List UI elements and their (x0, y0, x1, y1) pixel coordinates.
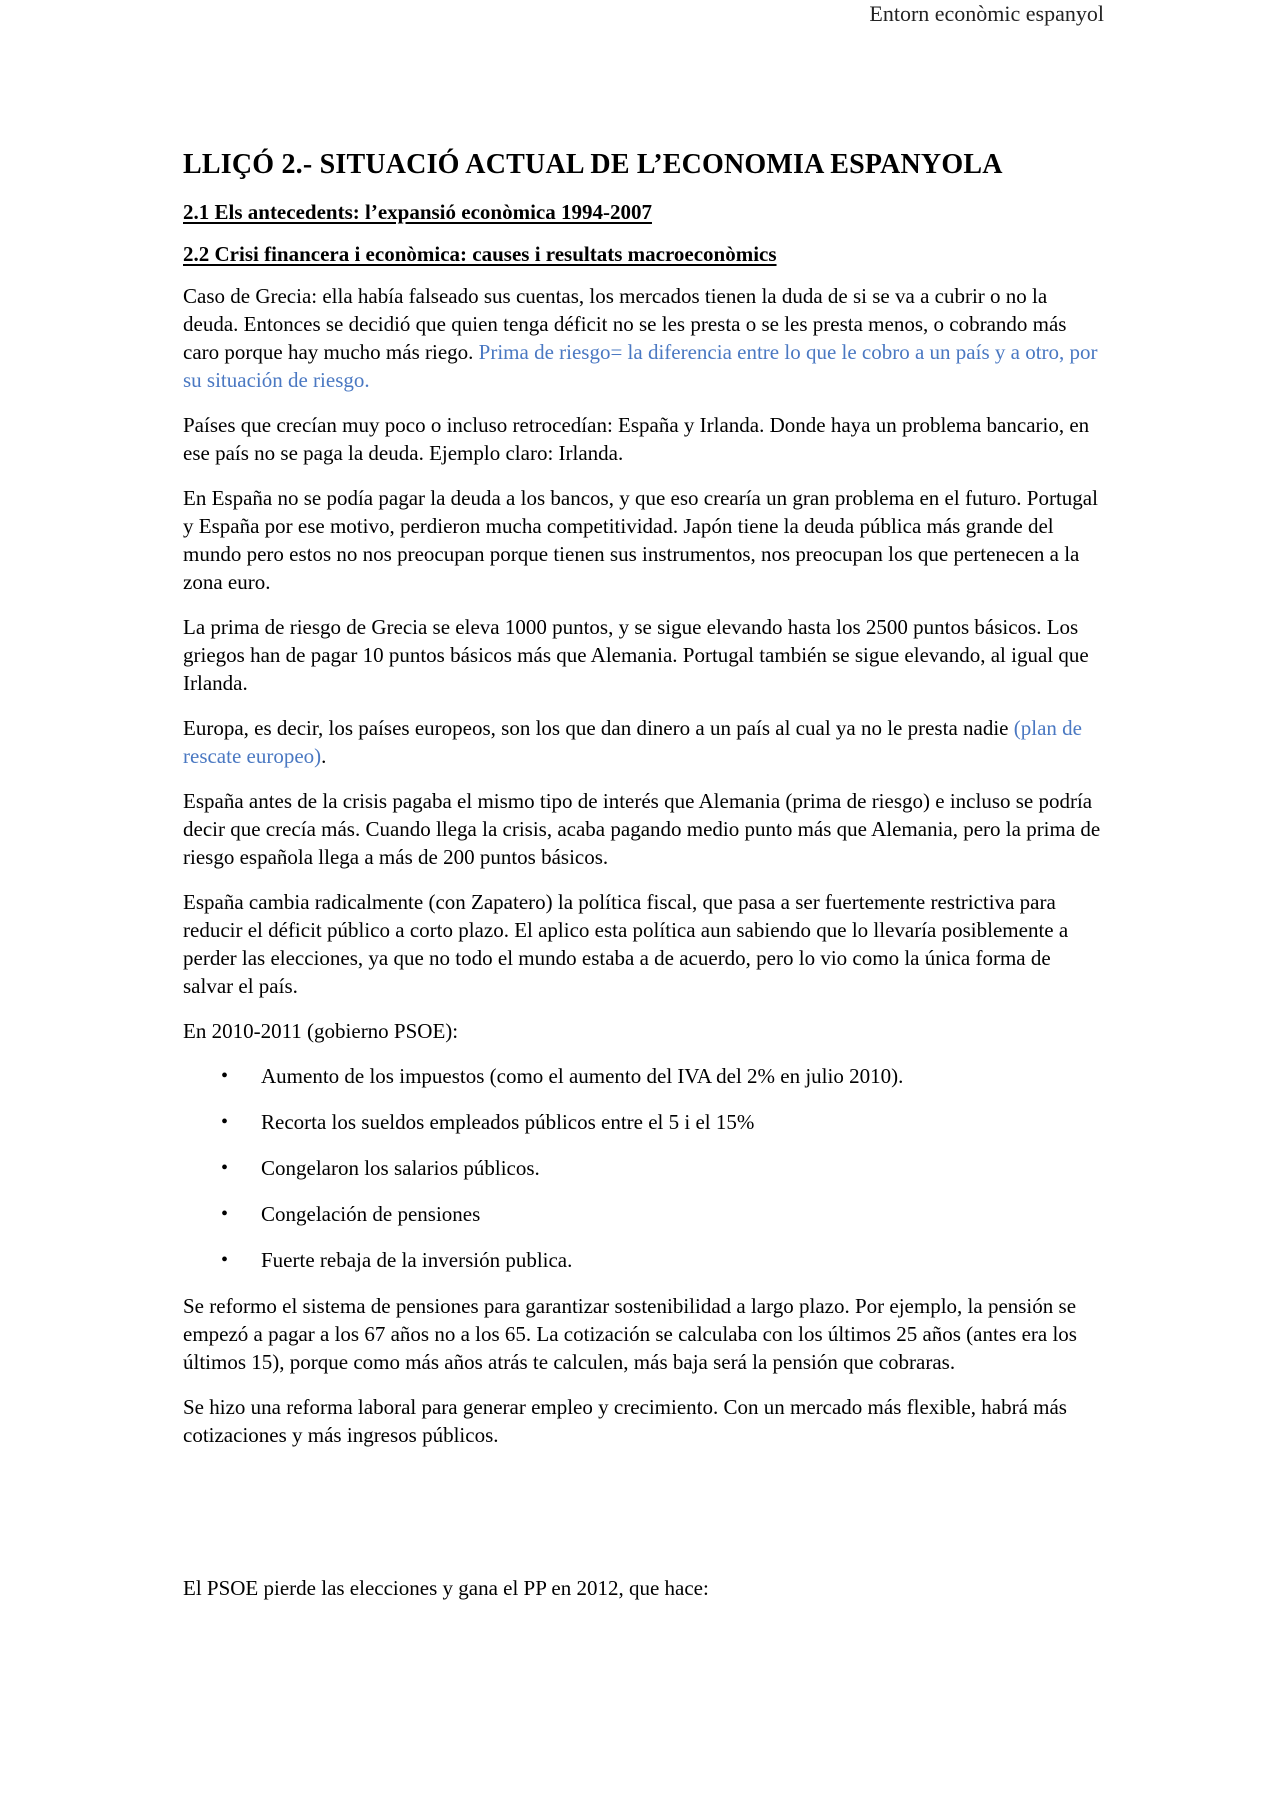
running-header: Entorn econòmic espanyol (869, 1, 1104, 26)
list-item: • Fuerte rebaja de la inversión publica. (183, 1246, 1103, 1274)
paragraph-gobierno-psoe: En 2010-2011 (gobierno PSOE): (183, 1019, 459, 1043)
paragraph-espana-deuda: En España no se podía pagar la deuda a los bancos, y que eso crearía un gran problema en el futuro. Portugal y España por ese motivo, perdieron mucha competitividad. Japón tiene la deuda pública más grande del mundo pero estos no nos preocupan porque tienen sus instrumentos, nos preocupan los que pertenecen a la zona euro. (183, 486, 1098, 594)
plan-rescate-note: (plan de rescate europeo) (183, 716, 1082, 768)
list-item: • Recorta los sueldos empleados públicos entre el 5 i el 15% (183, 1108, 1103, 1136)
measures-list (183, 1062, 1103, 1274)
paragraph-espana-interes: España antes de la crisis pagaba el mismo tipo de interés que Alemania (prima de riesgo) e incluso se podría decir que crecía más. Cuando llega la crisis, acaba pagando medio punto más que Alemania, pero la prima de riesgo española llega a más de 200 puntos básicos. (183, 789, 1101, 869)
paragraph-reforma-laboral: Se hizo una reforma laboral para generar empleo y crecimiento. Con un mercado más flexible, habrá más cotizaciones y más ingresos públicos. (183, 1395, 1067, 1447)
paragraph-politica-fiscal: España cambia radicalmente (con Zapatero) la política fiscal, que pasa a ser fuertemente restrictiva para reducir el déficit público a corto plazo. El aplico esta política aun sabiendo que lo llevaría posiblemente a perder las elecciones, ya que no todo el mundo estaba a de acuerdo, pero lo vio como la única forma de salvar el país. (183, 890, 1069, 998)
paragraph-europa (183, 714, 1103, 770)
paragraph-pensiones: Se reformo el sistema de pensiones para garantizar sostenibilidad a largo plazo. Por ejemplo, la pensión se empezó a pagar a los 67 años no a los 65. La cotización se calculaba con los últimos 25 años (antes era los últimos 15), porque como más años atrás te calculen, más baja será la pensión que cobraras. (183, 1294, 1077, 1374)
section-heading-2-2: 2.2 Crisi financera i econòmica: causes i resultats macroeconòmics (183, 242, 777, 266)
paragraph-pp-2012: El PSOE pierde las elecciones y gana el PP en 2012, que hace: (183, 1576, 709, 1600)
list-item: • Aumento de los impuestos (como el aumento del IVA del 2% en julio 2010). (183, 1062, 1103, 1090)
prima-de-riesgo-definition: Prima de riesgo= la diferencia entre lo que le cobro a un país y a otro, por su situación de riesgo. (183, 340, 1098, 392)
paragraph-europa-end: . (321, 744, 327, 768)
paragraph-prima-grecia: La prima de riesgo de Grecia se eleva 1000 puntos, y se sigue elevando hasta los 2500 puntos básicos. Los griegos han de pagar 10 puntos básicos más que Alemania. Portugal también se sigue elevando, al igual que Irlanda. (183, 615, 1089, 695)
paragraph-grecia-text: Caso de Grecia: ella había falseado sus cuentas, los mercados tienen la duda de si se va a cubrir o no la deuda. Entonces se decidió que quien tenga déficit no se les presta o se les presta menos, o cobrando más caro porque hay mucho más riego. (183, 284, 1067, 364)
list-item: • Congelaron los salarios públicos. (183, 1154, 1103, 1182)
list-item: • Congelación de pensiones (183, 1200, 1103, 1228)
blank-space (183, 1466, 1103, 1574)
document-body (183, 148, 1103, 1619)
paragraph-europa-text: Europa, es decir, los países europeos, son los que dan dinero a un país al cual ya no le presta nadie (183, 716, 1014, 740)
lesson-title: LLIÇÓ 2.- SITUACIÓ ACTUAL DE L’ECONOMIA ESPANYOLA (183, 149, 1003, 180)
paragraph-paises: Países que crecían muy poco o incluso retrocedían: España y Irlanda. Donde haya un problema bancario, en ese país no se paga la deuda. Ejemplo claro: Irlanda. (183, 413, 1090, 465)
paragraph-grecia (183, 282, 1103, 394)
section-heading-2-1: 2.1 Els antecedents: l’expansió econòmica 1994-2007 (183, 200, 652, 224)
